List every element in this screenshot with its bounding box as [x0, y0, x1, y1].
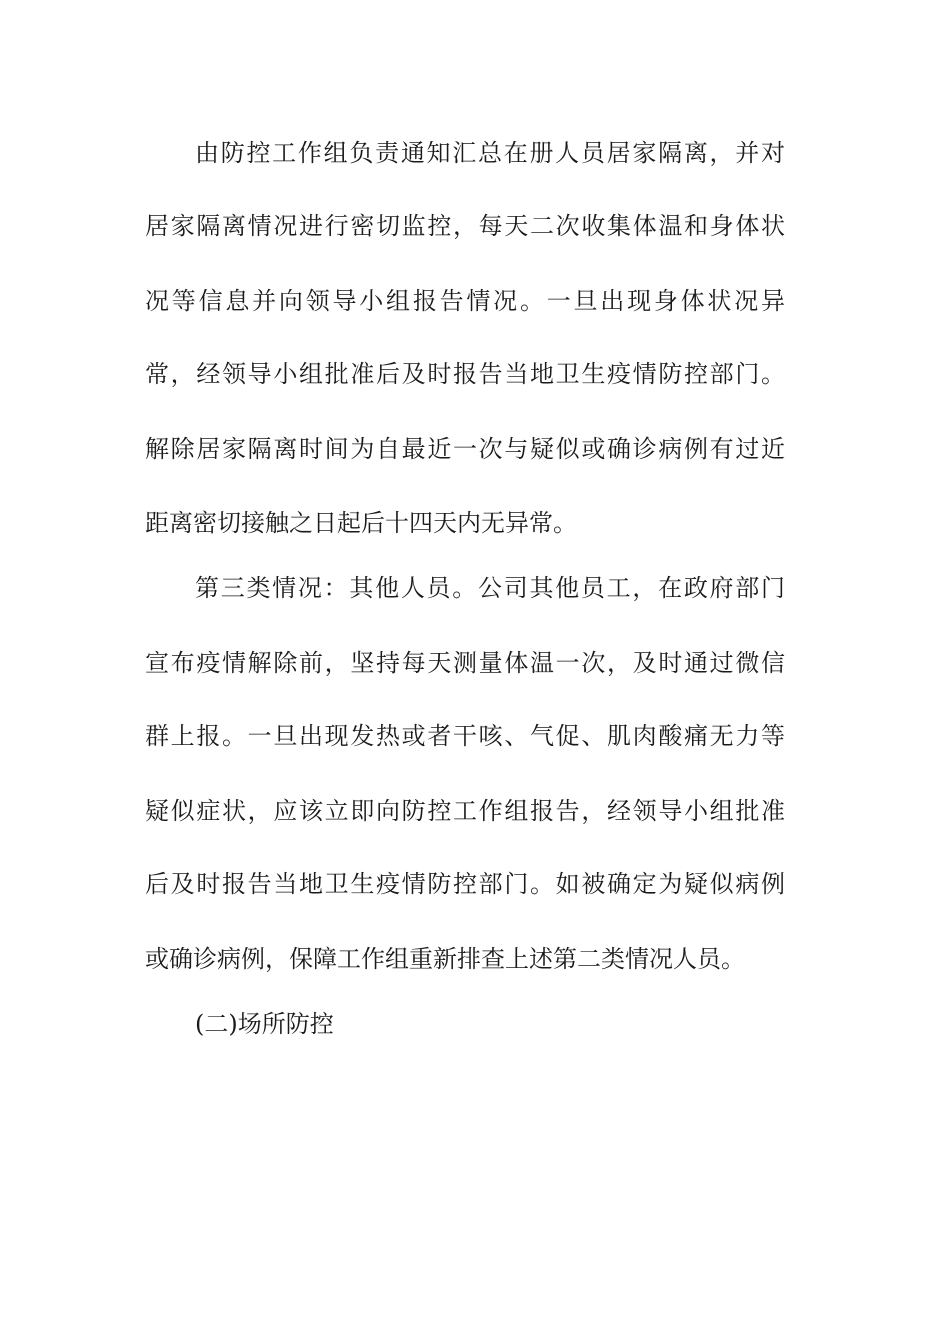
paragraph-line: 距离密切接触之日起后十四天内无异常。 [145, 509, 577, 537]
paragraph-line: 群上报。一旦出现发热或者干咳、气促、肌肉酸痛无力等 [145, 722, 785, 750]
paragraph-line: 后及时报告当地卫生疫情防控部门。如被确定为疑似病例 [145, 870, 785, 898]
section-heading: (二)场所防控 [195, 1010, 334, 1038]
paragraph-line: 宣布疫情解除前，坚持每天测量体温一次，及时通过微信 [145, 649, 785, 677]
paragraph-line: 解除居家隔离时间为自最近一次与疑似或确诊病例有过近 [145, 435, 785, 463]
paragraph-line: 居家隔离情况进行密切监控，每天二次收集体温和身体状 [145, 212, 785, 240]
paragraph-line: 第三类情况：其他人员。公司其他员工，在政府部门 [195, 574, 785, 602]
paragraph-line: 疑似症状，应该立即向防控工作组报告，经领导小组批准 [145, 797, 785, 825]
paragraph-line: 由防控工作组负责通知汇总在册人员居家隔离，并对 [195, 139, 785, 167]
paragraph-line: 常，经领导小组批准后及时报告当地卫生疫情防控部门。 [145, 360, 785, 388]
paragraph-line: 况等信息并向领导小组报告情况。一旦出现身体状况异 [145, 287, 785, 315]
paragraph-line: 或确诊病例，保障工作组重新排查上述第二类情况人员。 [145, 945, 745, 973]
